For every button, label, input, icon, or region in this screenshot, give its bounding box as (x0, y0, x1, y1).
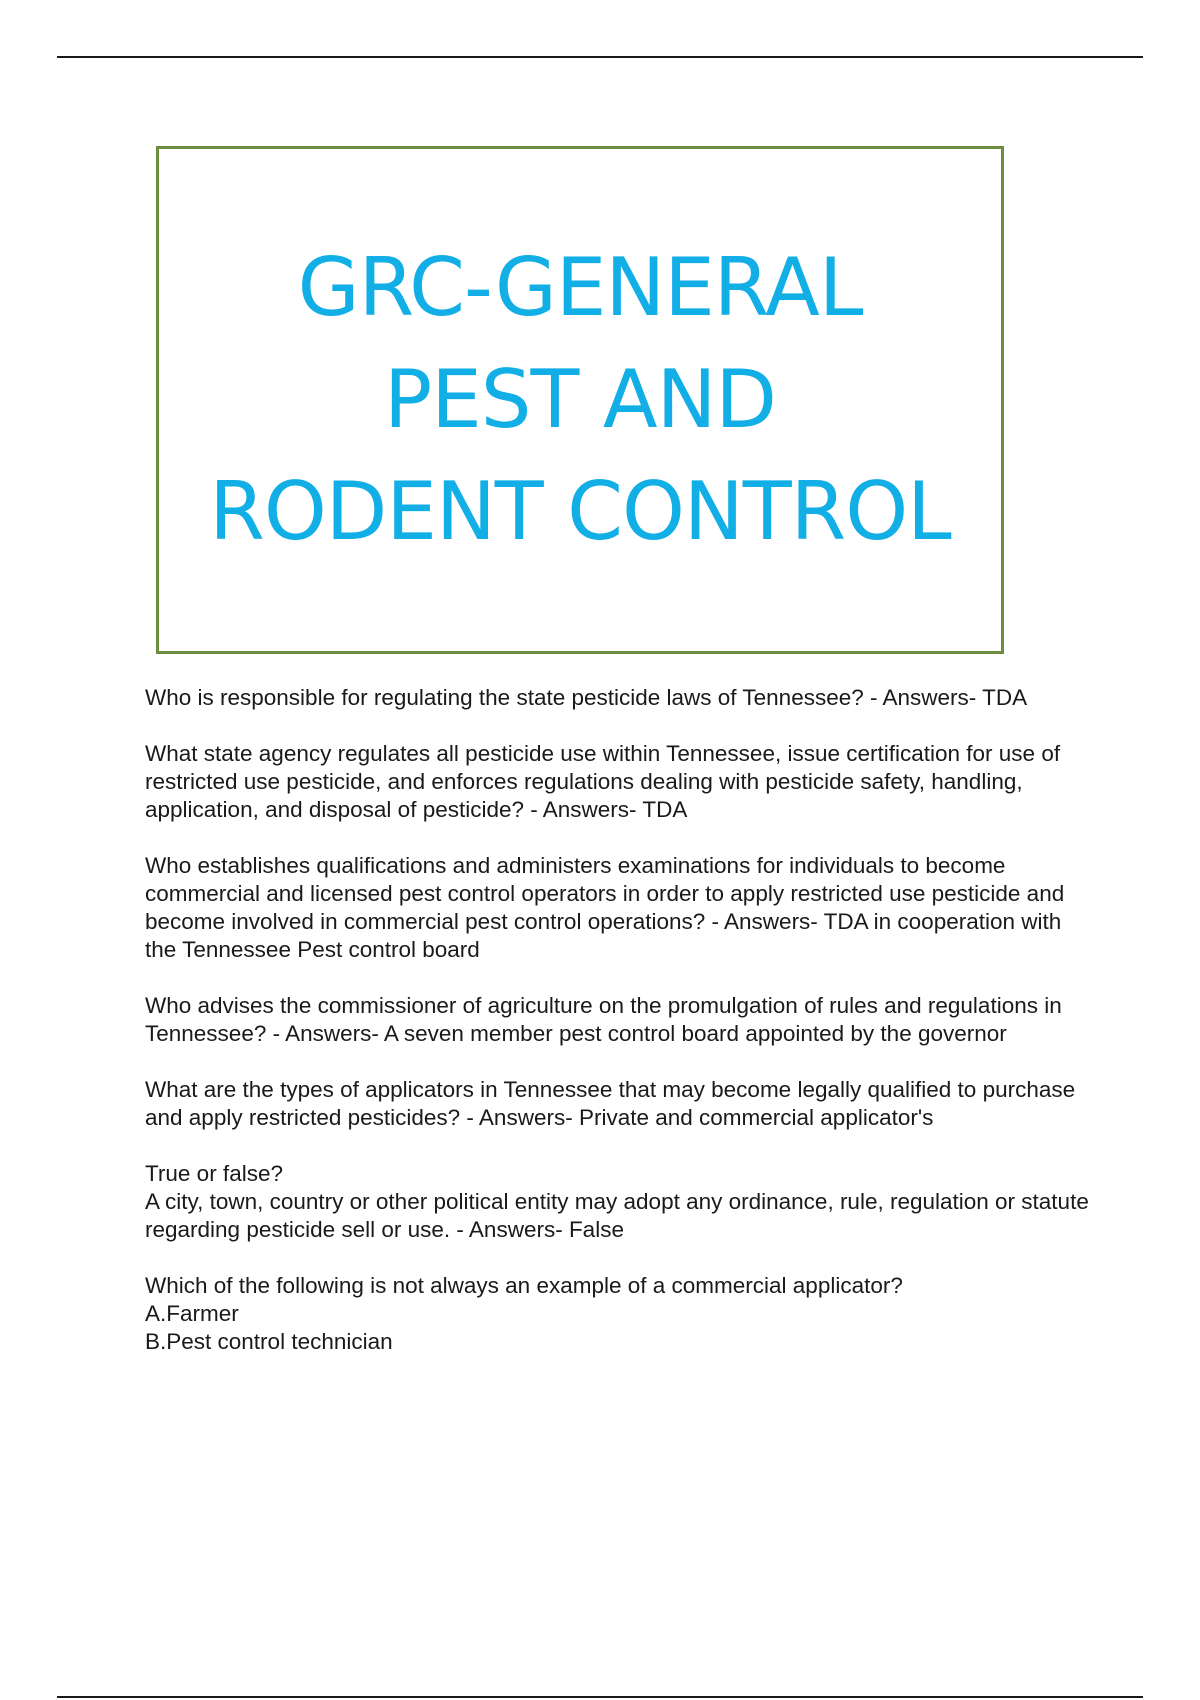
qa-item (145, 1272, 1090, 1356)
qa-text: What state agency regulates all pesticide use within Tennessee, issue certification for use of restricted use pesticide, and enforces regulations dealing with pesticide safety, handling, application, and disposal of pesticide? - Answers- TDA (145, 741, 1061, 822)
qa-item (145, 992, 1090, 1048)
qa-item (145, 740, 1090, 824)
qa-text: What are the types of applicators in Tennessee that may become legally qualified to purchase and apply restricted pesticides? - Answers- Private and commercial applicator's (145, 1077, 1076, 1130)
qa-option: A.Farmer (145, 1301, 239, 1326)
qa-item (145, 1160, 1090, 1244)
qa-text: Which of the following is not always an example of a commercial applicator? (145, 1273, 903, 1298)
cover-title-line: RODENT CONTROL (209, 465, 951, 558)
cover-title-line: GRC-GENERAL (297, 241, 863, 334)
cover-title (209, 232, 951, 568)
qa-text: Who establishes qualifications and administers examinations for individuals to become commercial and licensed pest control operators in order to apply restricted use pesticide and become involved in commercial pest control operations? - Answers- TDA in cooperation with the Tennessee Pest control board (145, 853, 1065, 962)
cover-title-line: PEST AND (383, 353, 777, 446)
qa-option: B.Pest control technician (145, 1329, 393, 1354)
qa-text: A city, town, country or other political entity may adopt any ordinance, rule, regulation or statute regarding pesticide sell or use. - Answers- False (145, 1189, 1089, 1242)
qa-text: Who is responsible for regulating the state pesticide laws of Tennessee? - Answers- TDA (145, 685, 1028, 710)
qa-item (145, 852, 1090, 964)
qa-text: True or false? (145, 1161, 283, 1186)
qa-text: Who advises the commissioner of agriculture on the promulgation of rules and regulations in Tennessee? - Answers- A seven member pest control board appointed by the governor (145, 993, 1062, 1046)
top-rule (57, 56, 1143, 58)
cover-title-box (156, 146, 1004, 654)
qa-item (145, 1076, 1090, 1132)
bottom-rule (57, 1696, 1143, 1698)
qa-item (145, 684, 1090, 712)
qa-list (145, 684, 1090, 1384)
